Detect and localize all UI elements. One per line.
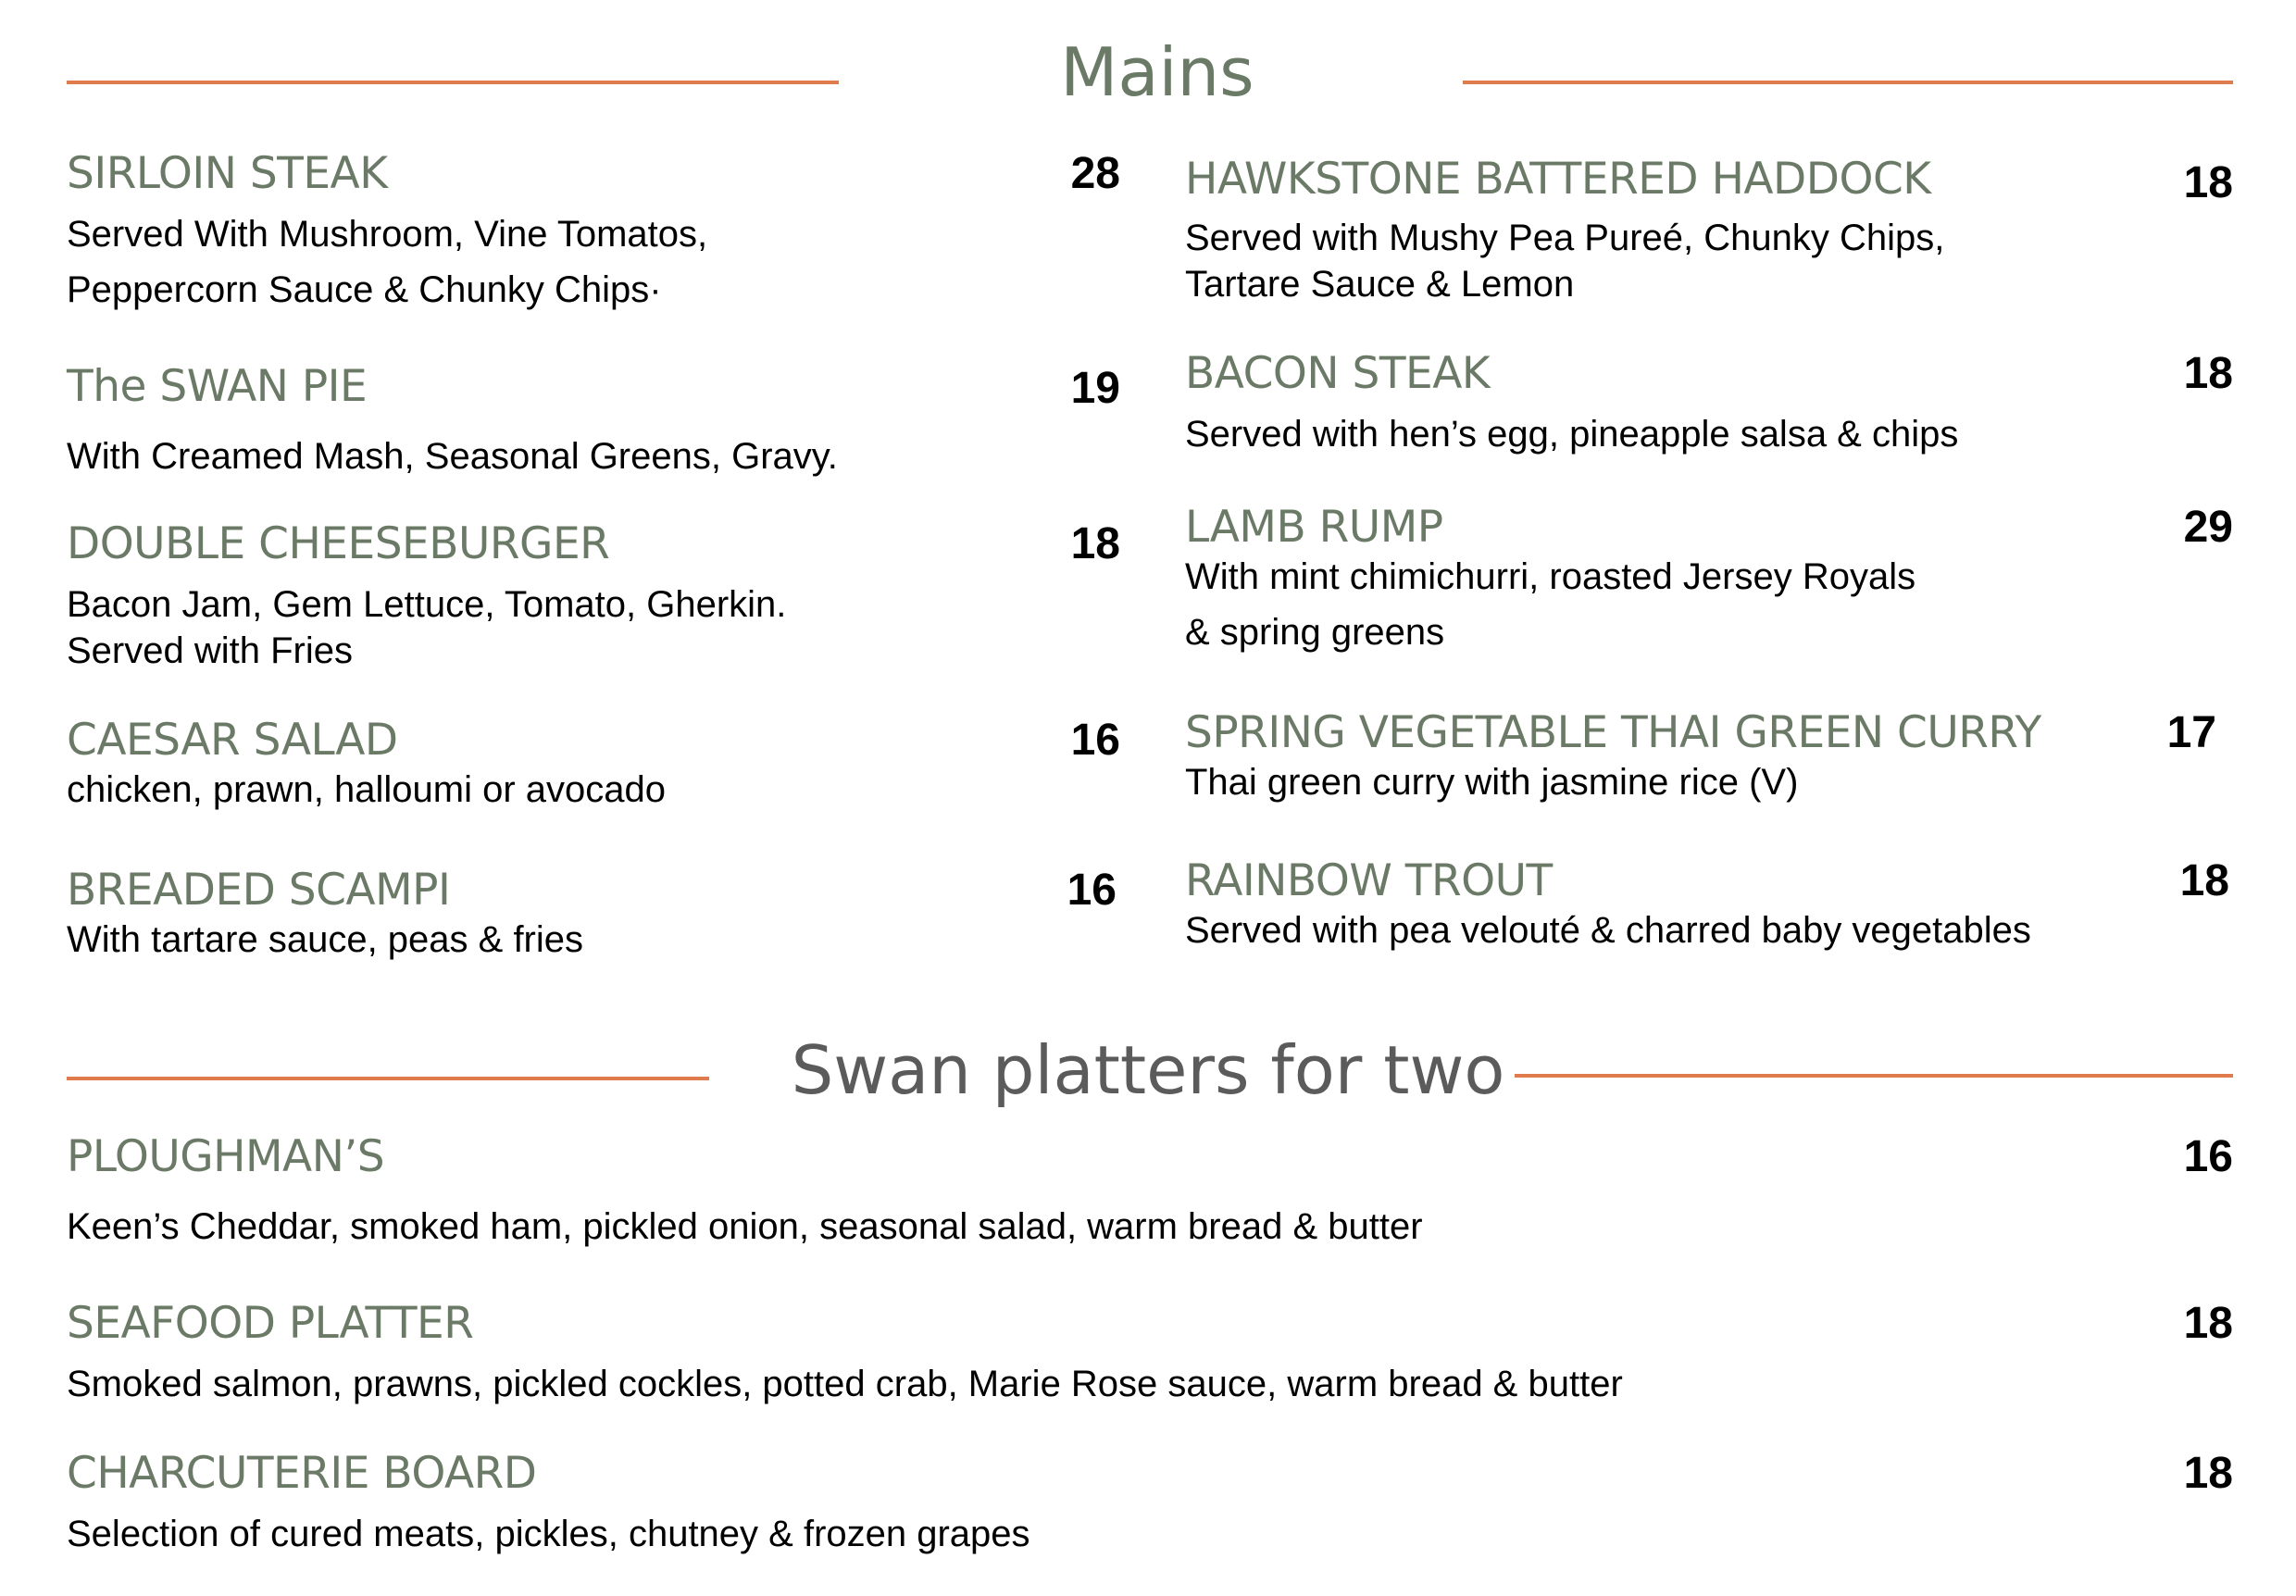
item-price: 29 bbox=[2183, 503, 2233, 552]
item-name: CHARCUTERIE BOARD bbox=[67, 1448, 537, 1499]
item-description: Served with Fries bbox=[67, 630, 353, 671]
menu-item-ploughmans bbox=[67, 1131, 2233, 1255]
menu-item-sirloin-steak bbox=[67, 148, 1120, 318]
platters-heading: Swan platters for two bbox=[791, 1031, 1505, 1109]
item-price: 16 bbox=[1067, 866, 1117, 915]
item-price: 18 bbox=[2183, 158, 2233, 207]
item-description: With Creamed Mash, Seasonal Greens, Gravy. bbox=[67, 436, 838, 477]
mains-rule-right bbox=[1463, 81, 2233, 84]
item-name: SIRLOIN STEAK bbox=[67, 148, 388, 199]
item-name: RAINBOW TROUT bbox=[1185, 855, 1553, 906]
item-description: Served with Mushy Pea Pureé, Chunky Chips, bbox=[1185, 218, 1945, 258]
item-name: LAMB RUMP bbox=[1185, 502, 1443, 553]
platters-rule-right bbox=[1515, 1074, 2233, 1078]
menu-item-rainbow-trout bbox=[1185, 855, 2233, 970]
menu-item-double-cheeseburger bbox=[67, 518, 1120, 680]
menu-item-seafood-platter bbox=[67, 1298, 2233, 1413]
menu-item-caesar-salad bbox=[67, 715, 1120, 829]
item-price: 18 bbox=[2183, 349, 2233, 398]
item-price: 16 bbox=[1070, 716, 1120, 765]
item-price: 18 bbox=[2179, 856, 2229, 905]
item-description: With mint chimichurri, roasted Jersey Royals bbox=[1185, 556, 1916, 597]
item-description: & spring greens bbox=[1185, 612, 1445, 653]
item-name: SPRING VEGETABLE THAI GREEN CURRY bbox=[1185, 707, 2041, 758]
item-name: PLOUGHMAN’S bbox=[67, 1131, 385, 1182]
item-name: SEAFOOD PLATTER bbox=[67, 1298, 474, 1349]
menu-item-lamb-rump bbox=[1185, 502, 2233, 672]
menu-item-charcuterie-board bbox=[67, 1448, 2233, 1563]
item-name: HAWKSTONE BATTERED HADDOCK bbox=[1185, 154, 1931, 205]
item-description: Served with hen’s egg, pineapple salsa & chips bbox=[1185, 414, 1959, 455]
item-price: 16 bbox=[2183, 1132, 2233, 1181]
platters-rule-left bbox=[67, 1077, 709, 1080]
item-description: Keen’s Cheddar, smoked ham, pickled onion, seasonal salad, warm bread & butter bbox=[67, 1206, 1423, 1247]
item-price: 18 bbox=[2183, 1449, 2233, 1498]
item-price: 18 bbox=[1070, 519, 1120, 568]
item-price: 28 bbox=[1070, 149, 1120, 198]
item-name: BACON STEAK bbox=[1185, 348, 1491, 399]
menu-item-breaded-scampi bbox=[67, 865, 1120, 979]
item-description: Selection of cured meats, pickles, chutney & frozen grapes bbox=[67, 1514, 1030, 1554]
item-description: Thai green curry with jasmine rice (V) bbox=[1185, 762, 1799, 803]
mains-rule-left bbox=[67, 81, 839, 84]
mains-heading: Mains bbox=[1060, 33, 1254, 111]
item-price: 17 bbox=[2166, 708, 2216, 757]
item-description: Smoked salmon, prawns, pickled cockles, potted crab, Marie Rose sauce, warm bread & butter bbox=[67, 1364, 1623, 1404]
menu-item-swan-pie bbox=[67, 361, 1120, 485]
item-description: Served with pea velouté & charred baby vegetables bbox=[1185, 910, 2031, 951]
item-description: chicken, prawn, halloumi or avocado bbox=[67, 769, 667, 810]
item-description: Peppercorn Sauce & Chunky Chips· bbox=[67, 269, 662, 310]
item-name: DOUBLE CHEESEBURGER bbox=[67, 518, 610, 569]
item-description: Tartare Sauce & Lemon bbox=[1185, 264, 1575, 305]
item-description: Bacon Jam, Gem Lettuce, Tomato, Gherkin. bbox=[67, 584, 787, 625]
menu-item-bacon-steak bbox=[1185, 348, 2233, 463]
menu-item-thai-green-curry bbox=[1185, 707, 2233, 822]
item-name: The SWAN PIE bbox=[67, 361, 368, 412]
menu-item-battered-haddock bbox=[1185, 154, 2233, 315]
item-description: Served With Mushroom, Vine Tomatos, bbox=[67, 214, 708, 255]
item-name: BREADED SCAMPI bbox=[67, 865, 451, 916]
item-price: 18 bbox=[2183, 1299, 2233, 1348]
item-description: With tartare sauce, peas & fries bbox=[67, 919, 584, 960]
item-price: 19 bbox=[1070, 364, 1120, 413]
item-name: CAESAR SALAD bbox=[67, 715, 398, 766]
